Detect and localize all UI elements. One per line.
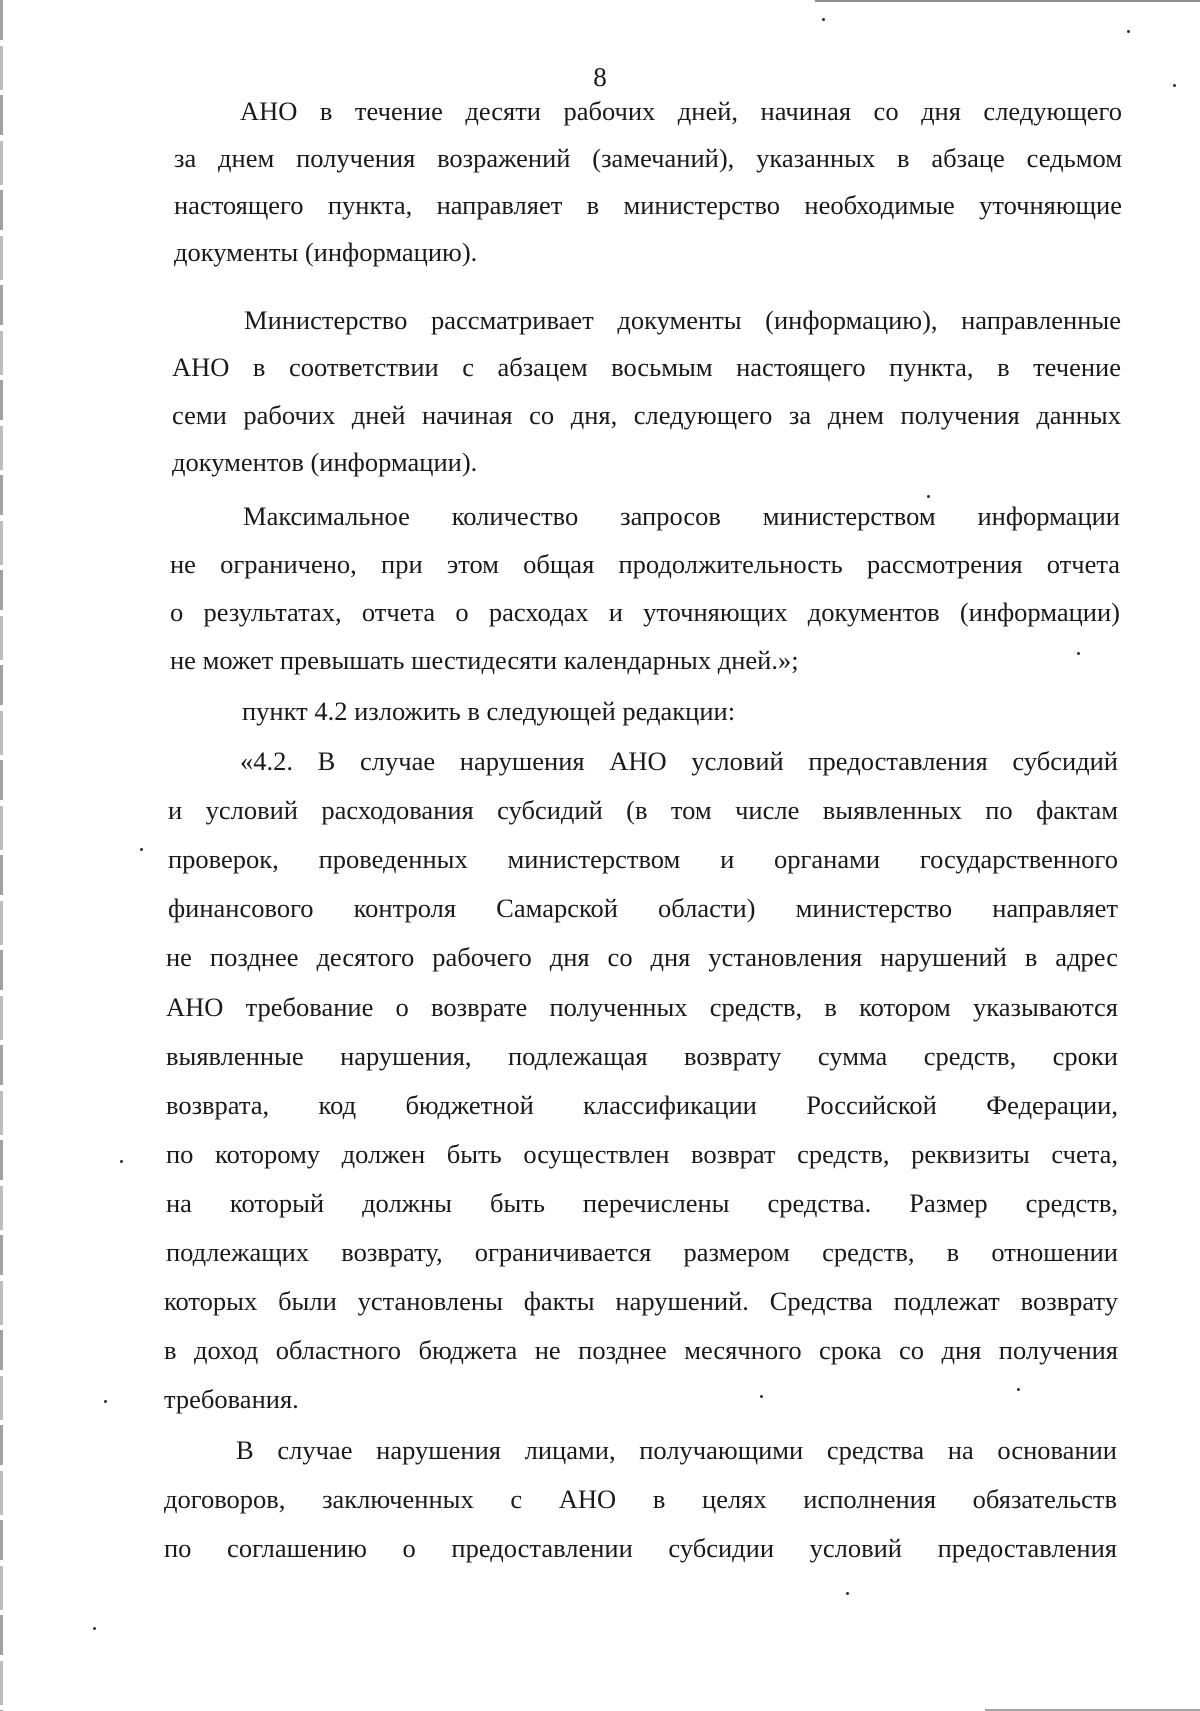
scan-speck — [760, 1395, 763, 1398]
text-line: проверок, проведенных министерством и органами государственного — [168, 844, 1118, 874]
scan-speck — [93, 1627, 96, 1630]
scan-speck — [1173, 84, 1176, 87]
scan-speck — [1077, 652, 1080, 655]
scan-speck — [822, 18, 825, 21]
text-line: настоящего пункта, направляет в министерство необходимые уточняющие — [174, 190, 1122, 220]
text-line: не позднее десятого рабочего дня со дня установления нарушений в адрес — [166, 942, 1118, 972]
text-line: В случае нарушения лицами, получающими средства на основании — [236, 1435, 1117, 1465]
scan-speck — [1127, 30, 1130, 33]
scan-speck — [846, 1592, 849, 1595]
scan-speck — [104, 1400, 107, 1403]
text-line: «4.2. В случае нарушения АНО условий предоставления субсидий — [240, 746, 1118, 776]
text-line: которых были установлены факты нарушений. Средства подлежат возврату — [164, 1286, 1118, 1316]
text-line: не может превышать шестидесяти календарных дней.»; — [170, 645, 799, 675]
text-line: по которому должен быть осуществлен возврат средств, реквизиты счета, — [166, 1139, 1118, 1169]
text-line: подлежащих возврату, ограничивается размером средств, в отношении — [166, 1237, 1118, 1267]
text-line: требования. — [164, 1384, 299, 1414]
text-line: выявленные нарушения, подлежащая возврату сумма средств, сроки — [166, 1041, 1118, 1071]
text-line: договоров, заключенных с АНО в целях исполнения обязательств — [164, 1484, 1117, 1514]
text-line: Министерство рассматривает документы (информацию), направленные — [244, 305, 1121, 335]
scan-speck — [1017, 1388, 1020, 1391]
scan-speck — [120, 1160, 123, 1163]
text-line: документы (информацию). — [174, 237, 478, 267]
text-line: возврата, код бюджетной классификации Российской Федерации, — [166, 1090, 1118, 1120]
text-line: в доход областного бюджета не позднее месячного срока со дня получения — [164, 1335, 1118, 1365]
scan-edge-left — [0, 0, 3, 1711]
text-line: АНО в соответствии с абзацем восьмым настоящего пункта, в течение — [172, 352, 1121, 382]
text-line: и условий расходования субсидий (в том числе выявленных по фактам — [168, 795, 1118, 825]
scan-speck — [927, 495, 930, 498]
text-line: пункт 4.2 изложить в следующей редакции: — [242, 696, 736, 726]
text-line: о результатах, отчета о расходах и уточняющих документов (информации) — [170, 597, 1120, 627]
text-line: Максимальное количество запросов министерством информации — [243, 501, 1120, 531]
text-line: АНО требование о возврате полученных средств, в котором указываются — [166, 992, 1118, 1022]
text-line: семи рабочих дней начиная со дня, следующего за днем получения данных — [172, 400, 1121, 430]
text-line: финансового контроля Самарской области) министерство направляет — [168, 893, 1118, 923]
text-line: документов (информации). — [172, 447, 478, 477]
scan-speck — [140, 848, 143, 851]
text-line: не ограничено, при этом общая продолжительность рассмотрения отчета — [170, 549, 1120, 579]
text-line: за днем получения возражений (замечаний), указанных в абзаце седьмом — [174, 143, 1122, 173]
text-line: на который должны быть перечислены средства. Размер средств, — [166, 1188, 1118, 1218]
text-line: по соглашению о предоставлении субсидии условий предоставления — [164, 1533, 1117, 1563]
scan-edge-top — [815, 0, 1200, 2]
text-line: АНО в течение десяти рабочих дней, начиная со дня следующего — [240, 96, 1122, 126]
page-number: 8 — [593, 62, 607, 92]
